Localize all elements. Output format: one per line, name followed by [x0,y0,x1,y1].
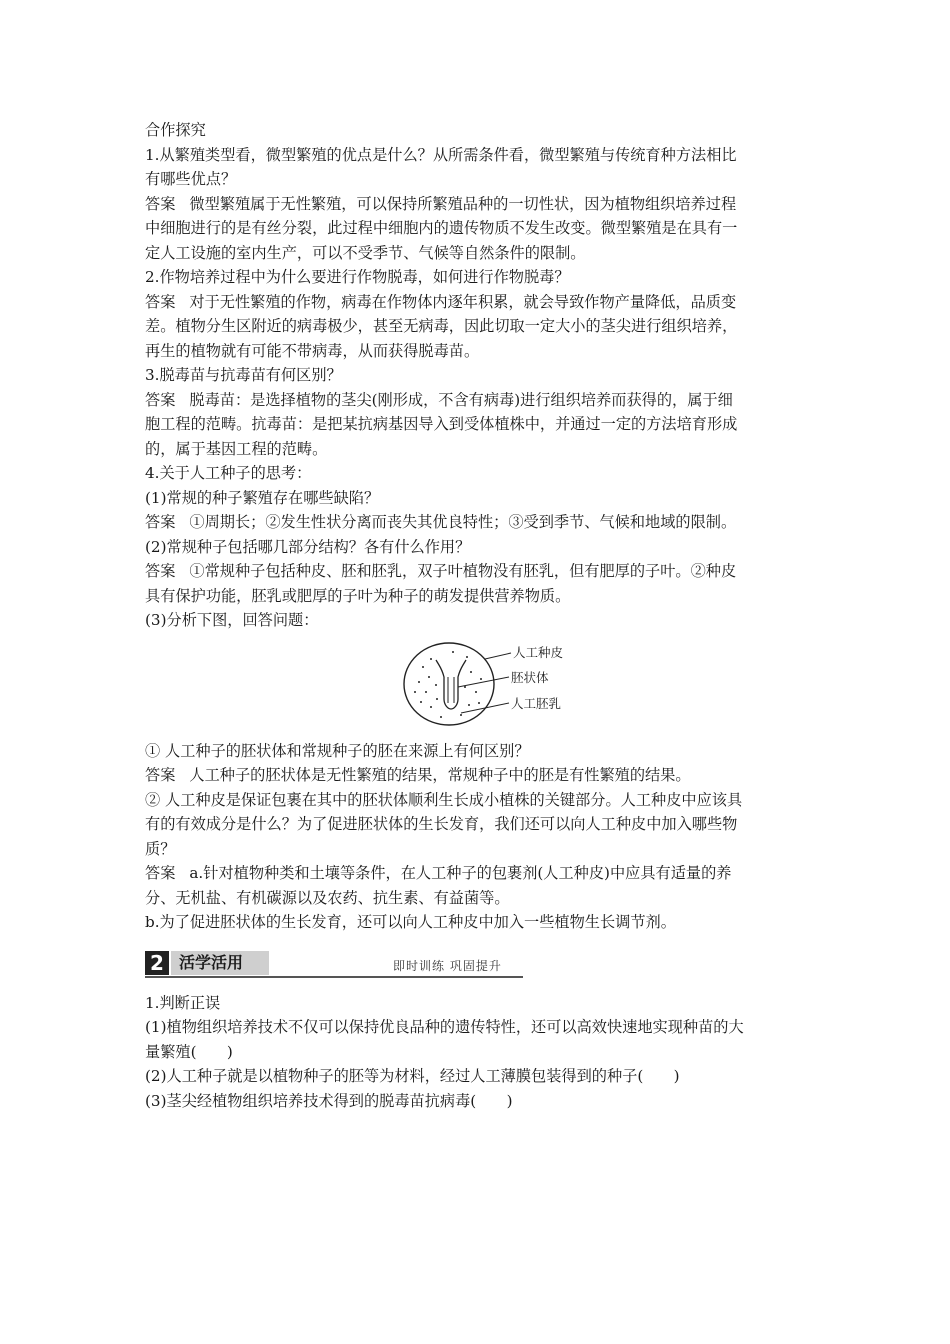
answer-1-cont2: 定人工设施的室内生产，可以不受季节、气候等自然条件的限制。 [145,243,586,262]
answer-4-sub2 [145,559,810,584]
section-subtitle: 即时训练 巩固提升 [393,958,502,973]
section-heading: 合作探究 [145,121,206,139]
answer-2 [145,290,810,315]
answer-3-cont: 胞工程的范畴。抗毒苗：是把某抗病基因导入到受体植株中，并通过一定的方法培育形成 [145,415,738,433]
answer-4-c2-cont2: b.为了促进胚状体的生长发育，还可以向人工种皮中加入一些植物生长调节剂。 [145,913,676,931]
answer-3-cont2: 的，属于基因工程的范畴。 [145,439,328,458]
leader-coat [485,653,511,659]
answer-4-sub2-cont: 具有保护功能，胚乳或肥厚的子叶为种子的萌发提供营养物质。 [145,586,571,605]
question-4: 4.关于人工种子的思考： [145,464,312,482]
leader-embryoid [458,677,509,687]
answer-2-cont: 差。植物分生区附近的病毒极少，甚至无病毒，因此切取一定大小的茎尖进行组织培养， [145,317,738,335]
question-3: 3.脱毒苗与抗毒苗有何区别？ [145,366,342,384]
answer-label: 答案 [145,513,176,531]
section-title: 活学活用 [171,951,269,975]
question-1-cont: 有哪些优点？ [145,170,237,188]
practice-item-2: (2)人工种子就是以植物种子的胚等为材料，经过人工薄膜包装得到的种子( ) [145,1067,680,1085]
practice-item-3: (3)茎尖经植物组织培养技术得到的脱毒苗抗病毒( ) [145,1091,513,1110]
answer-1 [145,192,810,217]
question-4-sub1: (1)常规的种子繁殖存在哪些缺陷？ [145,488,380,507]
answer-label: 答案 [145,562,176,580]
answer-4-sub1 [145,510,810,535]
embryoid-inner [448,677,454,703]
answer-3-text: 脱毒苗：是选择植物的茎尖(刚形成，不含有病毒)进行组织培养而获得的，属于细 [189,390,733,409]
section-rule [145,976,523,978]
question-4-c2: ② 人工种皮是保证包裹在其中的胚状体顺利生长成小植株的关键部分。人工种皮中应该具 [145,790,743,809]
artificial-seed-figure [145,637,810,737]
section-number-badge: 2 [145,951,169,975]
question-4-sub2: (2)常规种子包括哪几部分结构？各有什么作用？ [145,537,471,556]
answer-label: 答案 [145,292,176,311]
answer-4-c2-cont: 分、无机盐、有机碳源以及农药、抗生素、有益菌等。 [145,888,510,907]
question-4-c2-cont2: 质？ [145,839,176,858]
question-4-c2-cont: 有的有效成分是什么？为了促进胚状体的生长发育，我们还可以向人工种皮中加入哪些物 [145,815,738,833]
document-body [145,118,810,1113]
answer-4-sub2-text: ①常规种子包括种皮、胚和胚乳，双子叶植物没有胚乳，但有肥厚的子叶。②种皮 [189,562,737,580]
answer-4-c1-text: 人工种子的胚状体是无性繁殖的结果，常规种子中的胚是有性繁殖的结果。 [189,766,691,784]
practice-1: 1.判断正误 [145,993,221,1012]
label-artificial-endosperm: 人工胚乳 [511,695,562,711]
answer-label: 答案 [145,766,176,784]
question-2: 2.作物培养过程中为什么要进行作物脱毒，如何进行作物脱毒？ [145,268,570,286]
answer-2-cont2: 再生的植物就有可能不带病毒，从而获得脱毒苗。 [145,341,480,360]
answer-4-c1 [145,763,810,788]
label-embryoid: 胚状体 [511,669,549,685]
answer-4-sub1-text: ①周期长；②发生性状分离而丧失其优良特性；③受到季节、气候和地域的限制。 [189,513,737,531]
answer-3 [145,388,810,413]
answer-label: 答案 [145,390,176,409]
answer-label: 答案 [145,864,176,882]
section-2-header [145,945,810,985]
answer-4-c2 [145,861,810,886]
answer-1-cont: 中细胞进行的是有丝分裂，此过程中细胞内的遗传物质不发生改变。微型繁殖是在具有一 [145,219,738,237]
question-4-c1: ① 人工种子的胚状体和常规种子的胚在来源上有何区别？ [145,741,530,760]
seed-outline [404,643,494,725]
answer-4-c2-text: a.针对植物种类和土壤等条件，在人工种子的包裹剂(人工种皮)中应具有适量的养 [189,864,732,882]
question-1: 1.从繁殖类型看，微型繁殖的优点是什么？从所需条件看，微型繁殖与传统育种方法相比 [145,145,737,164]
label-artificial-seed-coat: 人工种皮 [513,644,564,660]
embryoid-shape [436,660,466,709]
practice-item-1-cont: 量繁殖( ) [145,1042,233,1061]
answer-2-text: 对于无性繁殖的作物，病毒在作物体内逐年积累，就会导致作物产量降低，品质变 [189,292,737,311]
answer-label: 答案 [145,194,176,213]
answer-1-text: 微型繁殖属于无性繁殖，可以保持所繁殖品种的一切性状，因为植物组织培养过程 [189,194,737,213]
practice-item-1: (1)植物组织培养技术不仅可以保持优良品种的遗传特性，还可以高效快速地实现种苗的大 [145,1018,744,1036]
question-4-sub3: (3)分析下图，回答问题： [145,611,319,629]
